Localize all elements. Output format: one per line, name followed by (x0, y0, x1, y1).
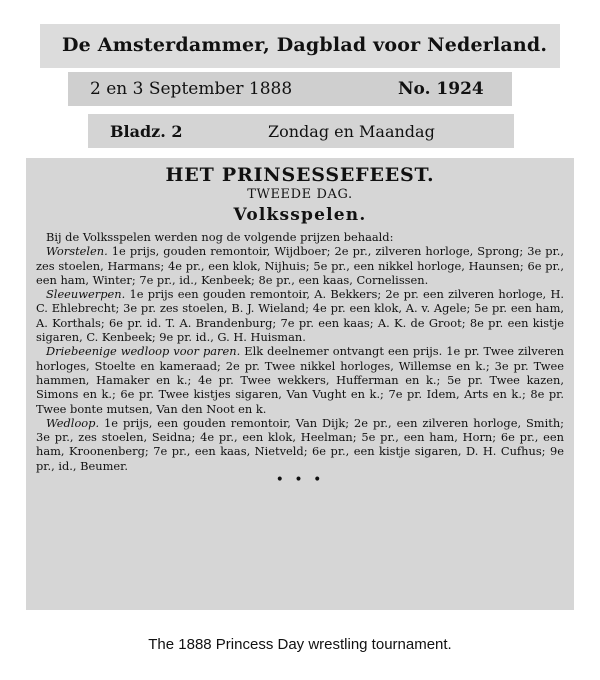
paragraph-lead: Wedloop. (46, 415, 100, 430)
paragraph-text: Elk deelnemer ontvangt een prijs. 1e pr. Twee zilveren horloges, Stoelte en kameraad; 2e pr. Twee nikkel horloges, Willemse en k.; 3e pr. Twee hammen, Hamaker en k.; 4e pr. Twee wekkers, Hufferman en k.; 5e pr. Twee kazen, Simons en k.; 6e pr. Twee kistjes sigaren, Van Vught en k.; 7e pr. Idem, Arts en k.; 8e pr. Twee bonte mutsen, Van den Noot en k. (36, 344, 564, 416)
image-caption: The 1888 Princess Day wrestling tournament. (148, 636, 452, 653)
article-clipping (26, 158, 574, 610)
masthead-strip (40, 24, 560, 68)
newspaper-title: De Amsterdammer, Dagblad voor Nederland. (62, 34, 548, 56)
paragraph-lead: Driebeenige wedloop voor paren. (46, 344, 241, 359)
paragraph-wrestling (36, 244, 564, 287)
issue-date: 2 en 3 September 1888 (90, 79, 293, 99)
paragraph-text: 1e prijs, gouden remontoir, Wijdboer; 2e pr., zilveren horloge, Sprong; 3e pr., zes stoelen, Harmans; 4e pr., een klok, Nijhuis; 5e pr., een nikkel horloge, Haunsen; 6e pr., een ham, Winter; 7e pr., id., Kenbeek; 8e pr., een kaas, Cornelissen. (36, 244, 564, 287)
paragraph-sled-throwing (36, 287, 564, 344)
weekday-label: Zondag en Maandag (268, 122, 435, 141)
issue-number: No. 1924 (398, 79, 484, 99)
section-heading: Volksspelen. (233, 205, 367, 225)
paragraph-lead: Worstelen. (46, 244, 108, 259)
dateline-strip (68, 72, 512, 106)
page-number: Bladz. 2 (110, 122, 183, 141)
page-strip (88, 114, 514, 148)
end-mark: • • • (275, 472, 325, 489)
paragraph-text: 1e prijs een gouden remontoir, A. Bekkers; 2e pr. een zilveren horloge, H. C. Ehlebrecht; 3e pr. zes stoelen, B. J. Wieland; 4e pr. een klok, A. v. Agele; 5e pr. een ham, A. Korthals; 6e pr. id. T. A. Brandenburg; 7e pr. een kaas; A. K. de Groot; 8e pr. een kistje sigaren, C. Kenbeek; 9e pr. id., G. H. Huisman. (36, 287, 564, 345)
article-body (36, 230, 564, 489)
paragraph-text: 1e prijs, een gouden remontoir, Van Dijk; 2e pr., een zilveren horloge, Smith; 3e pr., zes stoelen, Seidna; 4e pr., een klok, Heelman; 5e pr., een ham, Horn; 6e pr., een ham, Kroonenberg; 7e pr., een kaas, Nietveld; 6e pr., een kistje sigaren, D. H. Cufhus; 9e pr., id., Beumer. (36, 415, 564, 473)
article-subtitle: TWEEDE DAG. (247, 187, 353, 202)
article-title: HET PRINSESSEFEEST. (165, 164, 435, 186)
paragraph-lead: Sleeuwerpen. (46, 287, 126, 302)
intro-paragraph: Bij de Volksspelen werden nog de volgende prijzen behaald: (46, 230, 394, 244)
paragraph-three-legged-race (36, 344, 564, 415)
paragraph-race (36, 416, 564, 473)
